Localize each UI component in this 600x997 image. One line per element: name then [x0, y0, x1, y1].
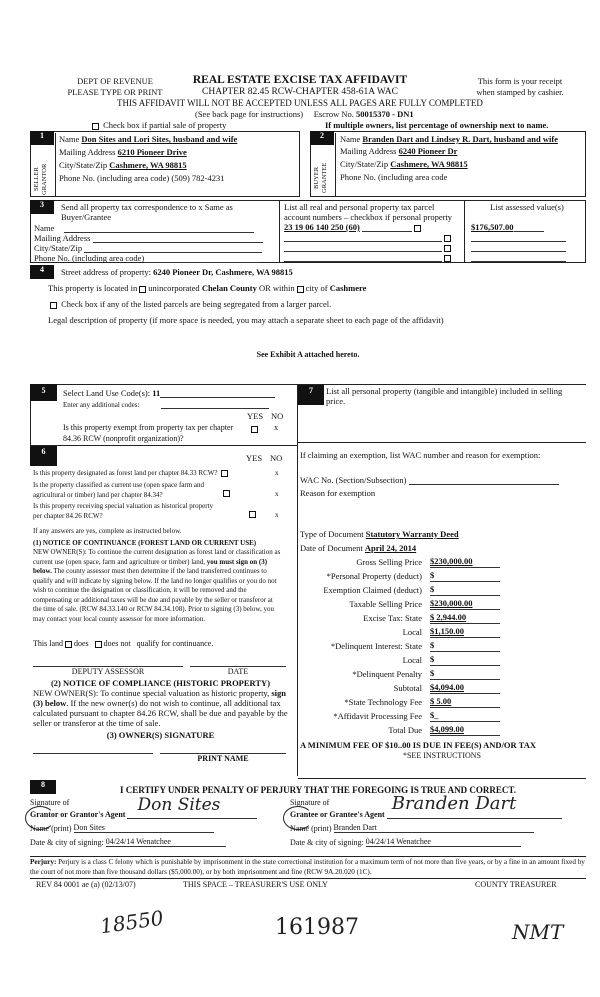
partial-sale-label: Check box if partial sale of property: [103, 120, 227, 130]
fee-row: [298, 597, 586, 611]
receipt-note-2: when stamped by cashier.: [476, 87, 564, 97]
date-line[interactable]: DATE: [190, 666, 286, 676]
fee-value[interactable]: $230,000.00: [430, 555, 500, 568]
land-use-code[interactable]: 11: [152, 388, 161, 398]
fee-value[interactable]: $_: [430, 709, 500, 722]
fee-row: [298, 583, 586, 597]
question-row: Is this property receiving special valuation as historical property per chapter 84.26 RCW? x: [33, 502, 279, 520]
fee-value[interactable]: $1,150.00: [430, 625, 500, 638]
wac-field[interactable]: [409, 484, 559, 485]
owner-signature-line[interactable]: [33, 753, 153, 754]
no-header: NO: [271, 411, 284, 421]
chapter: CHAPTER 82.45 RCW-CHAPTER 458-61A WAC: [202, 87, 398, 97]
notice-compliance-title: (2) NOTICE OF COMPLIANCE (HISTORIC PROPERTY): [50, 678, 271, 688]
notice-continuance-title: (1) NOTICE OF CONTINUANCE (FOREST LAND OR CURRENT USE): [33, 538, 257, 547]
fee-value[interactable]: $ 5.00: [430, 695, 500, 708]
fee-label: Taxable Selling Price: [349, 599, 422, 609]
fee-value[interactable]: $: [430, 569, 500, 582]
fee-value[interactable]: $: [430, 583, 500, 596]
owner-signature-title: (3) OWNER(S) SIGNATURE: [106, 730, 215, 740]
fee-list: [298, 555, 586, 737]
deputy-assessor-line[interactable]: DEPUTY ASSESSOR: [33, 666, 183, 676]
does-checkbox[interactable]: [65, 641, 72, 648]
parcel-header: List all real and personal property tax parcel account numbers – checkbox if personal property: [284, 202, 453, 222]
exempt-question: Is this property exempt from property tax per chapter 84.36 RCW (nonprofit organization)?: [63, 423, 234, 443]
section-number: 3: [30, 200, 54, 214]
fee-row: [298, 653, 586, 667]
grantor-printed-name[interactable]: Don Sites: [74, 823, 214, 833]
segregated-label: Check box if any of the listed parcels are being segregated from a larger parcel.: [61, 299, 332, 309]
section-number: 6: [30, 446, 57, 466]
fee-value[interactable]: $4,099.00: [430, 723, 500, 736]
segregated-checkbox[interactable]: [50, 302, 57, 309]
send-correspondence: Send all property tax correspondence to x Same as Buyer/Grantee: [61, 202, 233, 222]
county: Chelan County: [201, 283, 257, 293]
fee-label: Subtotal: [393, 683, 422, 693]
grantee-date-city[interactable]: 04/24/14 Wenatchee: [366, 837, 521, 847]
tax-correspondence-section: [30, 200, 586, 263]
address-label: Mailing Address: [340, 146, 397, 156]
no-mark: x: [275, 490, 279, 498]
parcel-number[interactable]: 23 19 06 140 250 (60): [284, 222, 360, 232]
receipt-note-1: This form is your receipt: [477, 76, 563, 86]
reason-label: Reason for exemption: [300, 488, 376, 498]
personal-property-checkbox[interactable]: [414, 225, 421, 232]
personal-property-label: List all personal property (tangible and intangible) included in selling price.: [326, 386, 563, 406]
fee-row: [298, 723, 586, 737]
no-header: NO: [270, 453, 283, 463]
fee-value[interactable]: $: [430, 639, 500, 652]
minimum-fee-note: A MINIMUM FEE OF $10..00 IS DUE IN FEE(S) AND/OR TAX: [300, 740, 536, 750]
fee-row: [298, 695, 586, 709]
certify-statement: I CERTIFY UNDER PENALTY OF PERJURY THAT THE FOREGOING IS TRUE AND CORRECT.: [120, 785, 517, 795]
fee-label: *Affidavit Processing Fee: [333, 711, 422, 721]
section-number: 1: [30, 131, 54, 145]
city-checkbox[interactable]: [297, 286, 304, 293]
dept: DEPT OF REVENUE: [77, 76, 153, 86]
phone-label: Phone No. (including area code): [59, 173, 170, 183]
question-row: Is this property designated as forest land per chapter 84.33 RCW? x: [33, 469, 279, 477]
partial-sale-checkbox[interactable]: [92, 123, 99, 130]
form-title: REAL ESTATE EXCISE TAX AFFIDAVIT: [192, 74, 408, 86]
land-use-section: [30, 384, 298, 446]
does-not-checkbox[interactable]: [95, 641, 102, 648]
notice-compliance-text: NEW OWNER(S): To continue special valuation as historic property, sign (3) below. If the new owner(s) do not wish to continue, all additional tax calculated pursuant to chapter 84.26 RCW, shall be due and payable by the seller or transferor at the time of sale.: [33, 688, 288, 728]
fee-label: Exemption Claimed (deduct): [323, 585, 422, 595]
yes-checkbox[interactable]: [223, 490, 230, 497]
fee-value[interactable]: $4,094.00: [430, 681, 500, 694]
question-row: Is the property classified as current use (open space farm and agricultural or timber) land per chapter 84.34? x: [33, 481, 279, 499]
buyer-name[interactable]: Branden Dart and Lindsey R. Dart, husband and wife: [362, 134, 558, 144]
certification-section: 8 I CERTIFY UNDER PENALTY OF PERJURY THAT THE FOREGOING IS TRUE AND CORRECT. Signature of Grantor or Grantor's Agent Don Sites Name (print) Don Sites Date & city of signing: 04/24/14 Wenatchee Signature of Grantee or Grantee's Agent Branden Dart Name (print) Branden Dart Date & city of signing: 04/24/14 Wenatchee: [30, 780, 586, 856]
this-land-label: This land: [33, 639, 63, 648]
notice-continuance-text: NEW OWNER(S): To continue the current designation as forest land or classification as current use (open space, farm and agriculture or timber) land, you must sign on (3) below. The county assessor must then determine if the land transferred continues to qualify and will indicate by signing below. If the land no longer qualifies or you do not wish to continue the designation or classification, it will be removed and the compensating or additional taxes will be due and payable by the seller or transferor at the time of sale. (RCW 84.33.140 or RCW 84.34.108). Prior to signing (3) below, you may contact your local county assessor for more information.: [33, 548, 281, 623]
fee-row: [298, 569, 586, 583]
fee-row: [298, 611, 586, 625]
fee-label: *State Technology Fee: [344, 697, 422, 707]
no-mark: x: [275, 511, 279, 519]
fee-label: *Delinquent Interest: State: [330, 641, 422, 651]
fee-label: Local: [402, 655, 422, 665]
personal-property-checkbox[interactable]: [444, 255, 451, 262]
address-label: Mailing Address: [34, 233, 91, 243]
name-label: Name: [59, 134, 80, 144]
fee-row: [298, 639, 586, 653]
city-label: City/State/Zip: [59, 160, 108, 170]
doc-type-label: Type of Document: [300, 529, 364, 539]
fee-value[interactable]: $230,000.00: [430, 597, 500, 610]
section-number: 8: [30, 780, 56, 794]
buyer-grantee-label: BUYER GRANTEE: [313, 162, 328, 194]
signature-label: Signature of: [30, 798, 70, 807]
phone-field[interactable]: [144, 262, 259, 263]
fee-value[interactable]: $: [430, 653, 500, 666]
section-number: 5: [30, 384, 57, 401]
fee-row: [298, 625, 586, 639]
if-yes-note: If any answers are yes, complete as instructed below.: [33, 527, 182, 535]
seller-phone[interactable]: (509) 782-4231: [171, 173, 225, 183]
personal-property-section: [298, 384, 586, 779]
see-instructions: *SEE INSTRUCTIONS: [402, 751, 481, 760]
yes-checkbox[interactable]: [249, 511, 256, 518]
exemption-label: If claiming an exemption, list WAC number and reason for exemption:: [300, 450, 541, 460]
grantee-signature[interactable]: Branden Dart: [391, 793, 517, 814]
document-date[interactable]: April 24, 2014: [364, 543, 417, 553]
address-label: Mailing Address: [59, 147, 116, 157]
yes-header: YES: [246, 453, 263, 463]
additional-codes-label: Enter any additional codes:: [63, 401, 140, 409]
unincorporated-label: unincorporated: [148, 283, 200, 293]
city: Cashmere: [329, 283, 367, 293]
warning: THIS AFFIDAVIT WILL NOT BE ACCEPTED UNLESS ALL PAGES ARE FULLY COMPLETED: [117, 98, 483, 108]
circle-mark: [283, 806, 313, 830]
section-number: 7: [298, 385, 324, 405]
fee-value[interactable]: $: [430, 667, 500, 680]
wac-label: WAC No. (Section/Subsection): [300, 475, 407, 485]
name-label: Name: [34, 223, 55, 233]
fee-label: Gross Selling Price: [356, 557, 422, 567]
seller-section: [30, 131, 300, 197]
handwritten-number-middle: 161987: [275, 915, 359, 940]
personal-property-checkbox[interactable]: [444, 245, 451, 252]
fee-label: Excise Tax: State: [363, 613, 422, 623]
document-type[interactable]: Statutory Warranty Deed: [365, 529, 459, 539]
located-label: This property is located in: [48, 283, 138, 293]
name-label: Name: [340, 134, 361, 144]
county-treasurer: COUNTY TREASURER: [475, 880, 557, 889]
seller-city[interactable]: Cashmere, WA 98815: [109, 160, 187, 170]
exempt-yes-checkbox[interactable]: [251, 426, 258, 433]
phone-label: Phone No. (including area code): [34, 253, 145, 263]
see-back: (See back page for instructions): [195, 109, 304, 119]
fee-label: *Delinquent Penalty: [352, 669, 422, 679]
legal-description-label: Legal description of property (if more space is needed, you may attach a separate sheet to each page of the affidavit): [48, 315, 444, 325]
exempt-no-mark: x: [274, 422, 279, 432]
additional-codes-field[interactable]: [161, 408, 269, 409]
doc-date-label: Date of Document: [300, 543, 363, 553]
fee-row: [298, 709, 586, 723]
buyer-city[interactable]: Cashmere, WA 98815: [390, 159, 468, 169]
fee-label: Total Due: [388, 725, 422, 735]
seller-grantor-label: SELLER GRANTOR: [33, 163, 48, 195]
escrow-label: Escrow No.: [313, 109, 354, 119]
assessed-value[interactable]: $176,507.00: [471, 222, 514, 232]
city-label: City/State/Zip: [340, 159, 389, 169]
grantor-date-city[interactable]: 04/24/14 Wenatchee: [106, 837, 226, 847]
treasurer-space: THIS SPACE – TREASURER'S USE ONLY: [183, 880, 328, 889]
form-number: REV 84 0001 ae (a) (02/13/07): [36, 880, 136, 889]
header: [0, 76, 600, 132]
multiple-owners-note: If multiple owners, list percentage of ownership next to name.: [325, 120, 549, 130]
section-number: 4: [30, 265, 54, 279]
city-of-label: city of: [305, 283, 328, 293]
city-label: City/State/Zip: [34, 243, 83, 253]
property-location-section: [30, 264, 586, 374]
print-note: PLEASE TYPE OR PRINT: [67, 87, 163, 97]
signature-label: Signature of: [290, 798, 330, 807]
fee-row: [298, 667, 586, 681]
no-mark: x: [275, 469, 279, 477]
grantor-signature[interactable]: Don Sites: [137, 795, 221, 815]
exhibit-note: See Exhibit A attached hereto.: [256, 350, 360, 359]
seller-address[interactable]: 6210 Pioneer Drive: [117, 147, 187, 157]
phone-label: Phone No. (including area code: [340, 172, 448, 182]
yes-header: YES: [247, 411, 264, 421]
handwritten-initials: NMT: [512, 920, 564, 944]
street-address[interactable]: 6240 Pioneer Dr, Cashmere, WA 98815: [153, 267, 293, 277]
unincorporated-checkbox[interactable]: [139, 286, 146, 293]
personal-property-checkbox[interactable]: [444, 235, 451, 242]
fee-row: [298, 681, 586, 695]
yes-checkbox[interactable]: [221, 470, 228, 477]
land-use-label: Select Land Use Code(s):: [63, 388, 151, 398]
seller-name[interactable]: Don Sites and Lori Sites, husband and wife: [81, 134, 238, 144]
grantee-printed-name[interactable]: Branden Dart: [334, 823, 534, 833]
buyer-section: [310, 131, 586, 197]
buyer-address[interactable]: 6240 Pioneer Dr: [398, 146, 458, 156]
street-label: Street address of property:: [61, 267, 151, 277]
perjury-notice: Perjury: Perjury is a class C felony which is punishable by imprisonment in the state correctional institution for a maximum term of not more than five years, or by a fine in an amount fixed by the court of not more than five thousand dollars ($5,000.00), or by both imprisonment and fine (RCW 9A.20.020 (1C).: [30, 856, 586, 879]
fee-row: [298, 555, 586, 569]
circle-mark: [25, 806, 55, 830]
print-name-line[interactable]: PRINT NAME: [160, 753, 286, 763]
section-number: 2: [310, 131, 334, 145]
handwritten-number-left: 18550: [98, 905, 165, 939]
assessed-header: List assessed value(s): [490, 202, 564, 212]
fee-value[interactable]: $ 2,944.00: [430, 611, 500, 624]
or-within-label: OR within: [258, 283, 295, 293]
special-valuation-section: 6 YES NO Is this property designated as forest land per chapter 84.33 RCW? x Is the property classified as current use (open space farm and agricultural or timber) land per chapter 84.34? x Is this property receiving special valuation as historical property per chapter 84.26 RCW? x If any answers are yes, complete as instructed below. (1) NOTICE OF CONTINUANCE (FOREST LAND OR CURRENT USE) NEW OWNER(S): To continue the current designation as forest land or classification as current use (open space, farm and agriculture or timber) land, you must sign on (3) below. The county assessor must then determine if the land transferred continues to qualify and will indicate by signing below. If the land no longer qualifies or you do not wish to continue the designation or classification, it will be removed and the compensating or additional taxes will be due and payable by the seller or transferor at the time of sale. (RCW 84.33.140 or RCW 84.34.108). Prior to signing (3) below, you may contact your local county assessor for more information. This land does does not qualify for continuance. DEPUTY ASSESSOR DATE (2) NOTICE OF COMPLIANCE (HISTORIC PROPERTY) NEW OWNER(S): To continue special valuation as historic property, sign (3) below. If the new owner(s) do not wish to continue, all additional tax calculated pursuant to chapter 84.26 RCW, shall be due and payable by the seller or transferor at the time of sale. (3) OWNER(S) SIGNATURE PRINT NAME: [30, 446, 298, 776]
escrow-number: 50015370 - DN1: [356, 109, 414, 119]
fee-label: Local: [402, 627, 422, 637]
fee-label: *Personal Property (deduct): [326, 571, 422, 581]
